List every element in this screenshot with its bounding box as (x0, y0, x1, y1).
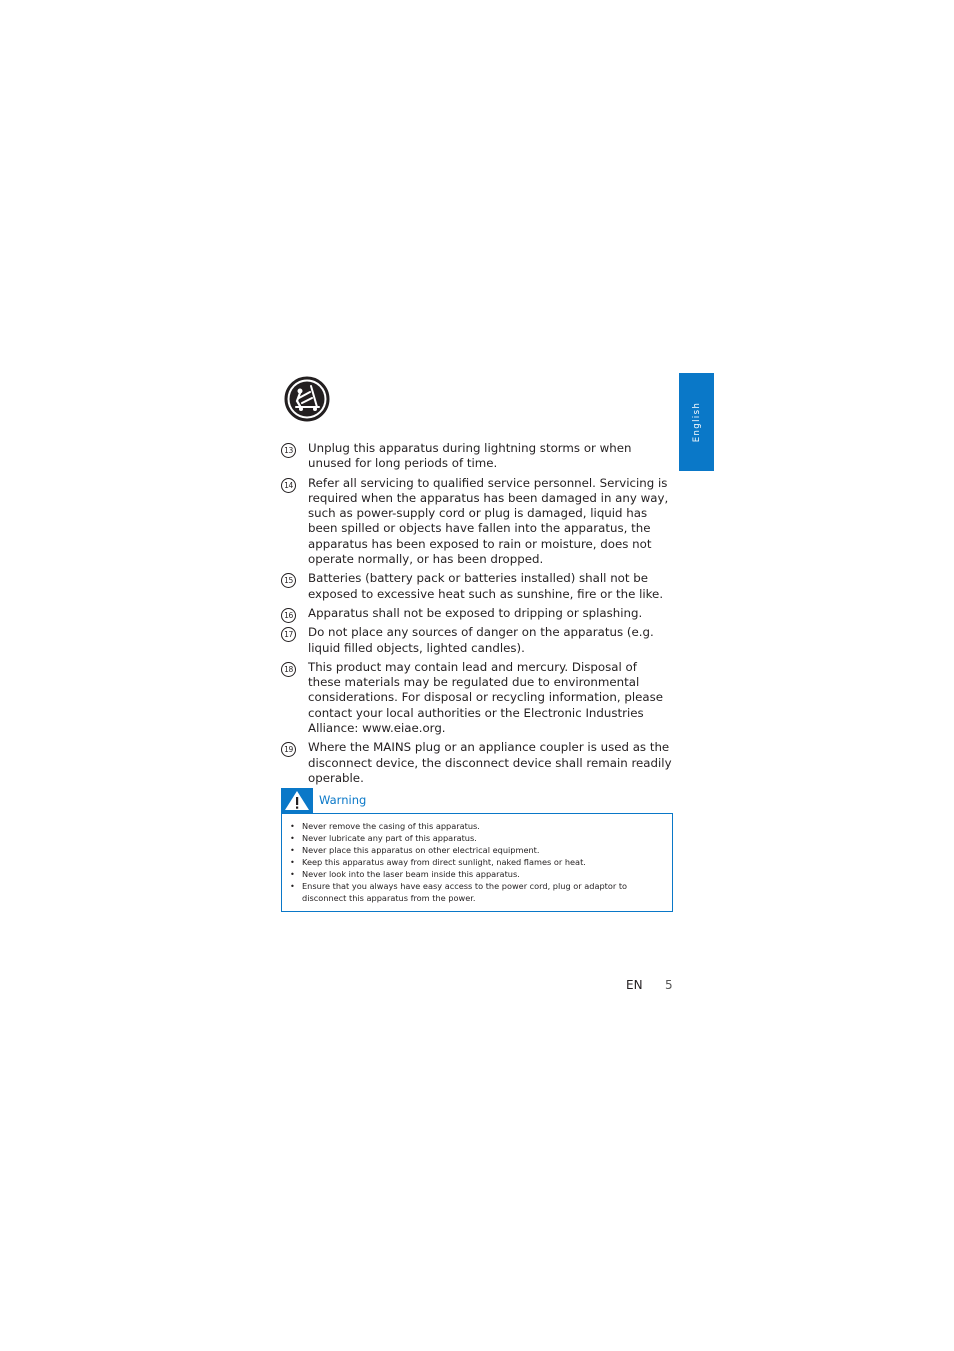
warning-bullet: • Never look into the laser beam inside this apparatus. (302, 868, 642, 880)
item-text: This product may contain lead and mercury. Disposal of these materials may be regulated due to environmental considerations. For disposal or recycling information, please contact your local authorities or the Electronic Industries Alliance: www.eiae.org. (308, 659, 664, 736)
warning-header (281, 788, 481, 813)
item-number: 15 (281, 573, 296, 588)
warning-bullet: • Never remove the casing of this apparatus. (302, 820, 642, 832)
item-text: Where the MAINS plug or an appliance coupler is used as the disconnect device, the disconnect device shall remain readily operable. (308, 740, 672, 785)
item-number: 18 (281, 662, 296, 677)
instruction-item-19 (281, 740, 673, 786)
instruction-item-18 (281, 660, 673, 736)
item-text: Refer all servicing to qualified service personnel. Servicing is required when the apparatus has been damaged in any way, such as power-supply cord or plug is damaged, liquid has been spilled or objects have fallen into the apparatus, the apparatus has been exposed to rain or moisture, does not operate normally, or has been dropped. (308, 475, 669, 567)
instruction-item-17 (281, 625, 673, 656)
warning-icon-box (281, 788, 313, 813)
instruction-item-16 (281, 606, 673, 621)
language-tab (679, 373, 714, 471)
item-number: 14 (281, 478, 296, 493)
item-number: 19 (281, 742, 296, 757)
footer-language: EN (626, 978, 643, 992)
item-text: Apparatus shall not be exposed to dripping or splashing. (308, 605, 643, 620)
warning-bullet: • Keep this apparatus away from direct sunlight, naked flames or heat. (302, 856, 642, 868)
warning-box (281, 813, 673, 912)
warning-bullet: • Never place this apparatus on other electrical equipment. (302, 844, 642, 856)
warning-triangle-icon (281, 788, 313, 813)
instruction-item-14 (281, 476, 673, 568)
instruction-item-13 (281, 441, 673, 472)
item-text: Do not place any sources of danger on the apparatus (e.g. liquid filled objects, lighted candles). (308, 625, 654, 655)
warning-bullet: • Never lubricate any part of this apparatus. (302, 832, 642, 844)
item-number: 16 (281, 608, 296, 623)
cart-tipover-icon (284, 376, 330, 422)
safety-instruction-list (281, 441, 673, 790)
warning-bullet: • Ensure that you always have easy access to the power cord, plug or adaptor to disconnect this apparatus from the power. (302, 880, 642, 904)
warning-title: Warning (319, 793, 367, 807)
item-text: Unplug this apparatus during lightning storms or when unused for long periods of time. (308, 441, 632, 471)
warning-list (282, 814, 672, 904)
item-number: 17 (281, 627, 296, 642)
item-text: Batteries (battery pack or batteries installed) shall not be exposed to excessive heat such as sunshine, fire or the like. (308, 571, 664, 601)
page-number: 5 (665, 978, 673, 992)
instruction-item-15 (281, 571, 673, 602)
language-tab-label: English (691, 401, 702, 443)
item-number: 13 (281, 443, 296, 458)
